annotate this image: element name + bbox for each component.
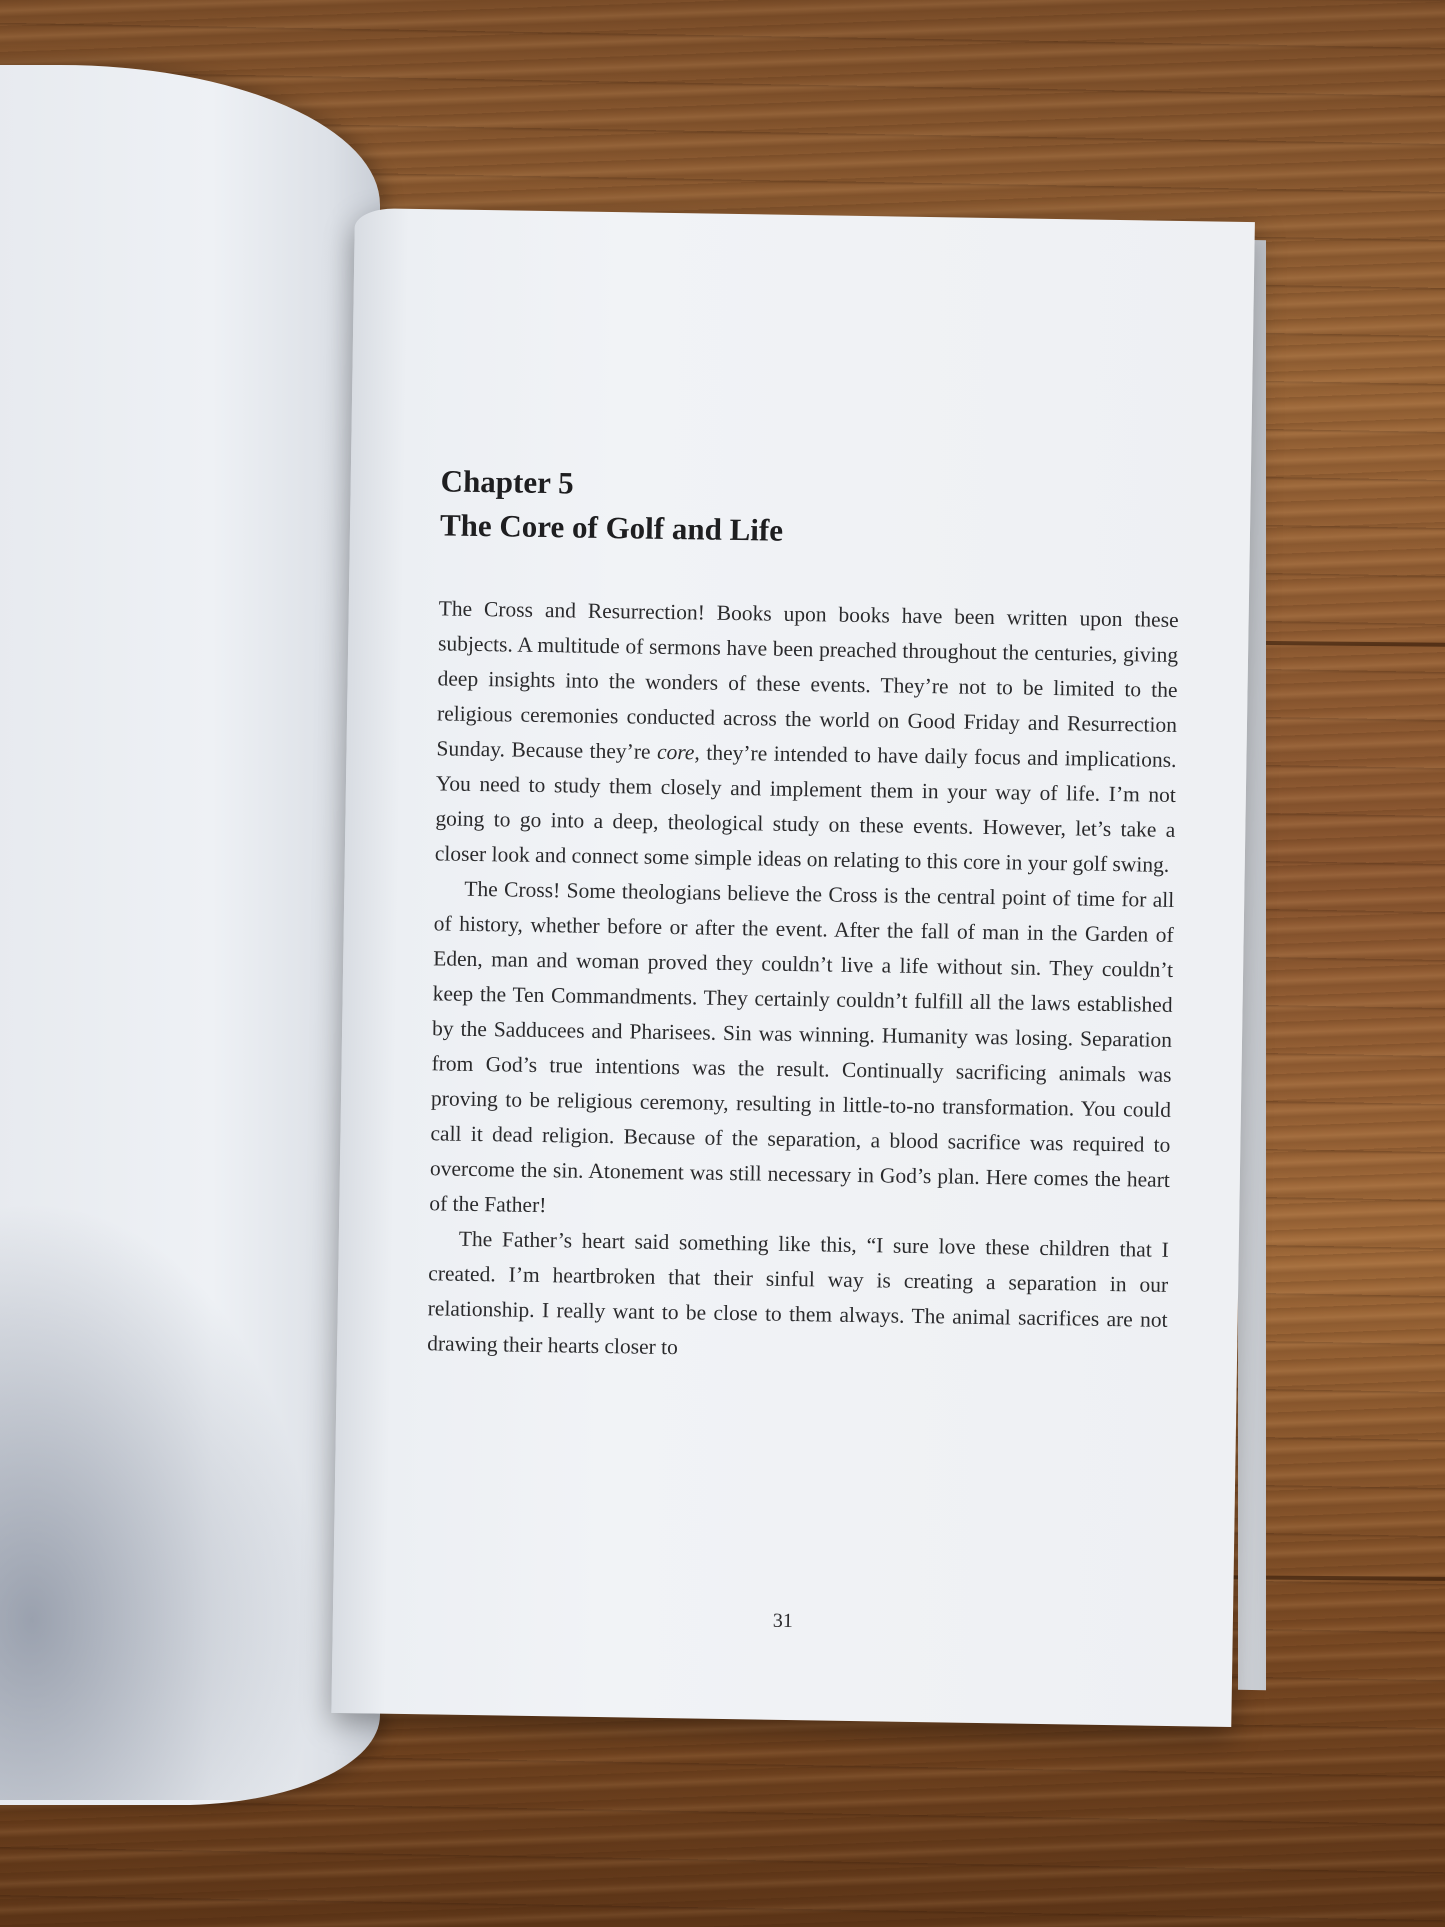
chapter-title: The Core of Golf and Life	[439, 507, 784, 548]
paragraph-3: The Father’s heart said something like this, “I sure love these children that I created. I’m heartbroken that their sinful way is creating a separation in our relationship. I really want to be close to them always. The animal sacrifices are not drawing their hearts closer to	[426, 1226, 1169, 1360]
hand-shadow	[0, 1200, 320, 1800]
emphasis-core: core	[656, 739, 695, 765]
chapter-number: Chapter 5	[440, 463, 574, 501]
paragraph-1	[435, 591, 1179, 883]
paragraph-1-text-rest: , they’re intended to have daily focus and implications. You need to study them closely and implement them in your way of life. I’m not going to go into a deep, theological study on these events. However, let’s take a closer look and connect some simple ideas on relating to this core in your golf swing.	[434, 740, 1177, 877]
page-text-block	[427, 459, 1181, 1373]
page-number: 31	[772, 1609, 794, 1633]
paragraph-1-text: The Cross and Resurrection! Books upon books have been written upon these subjects. A multitude of sermons have been preached throughout the centuries, giving deep insights into the wonders of these events. They’re not to be limited to the religious ceremonies conducted across the world on Good Friday and Resurrection Sunday. Because they’re	[436, 596, 1179, 764]
right-book-page	[331, 208, 1255, 1727]
paragraph-2: The Cross! Some theologians believe the Cross is the central point of time for all of history, whether before or after the event. After the fall of man in the Garden of Eden, man and woman proved they couldn’t live a life without sin. They couldn’t keep the Ten Commandments. They certainly couldn’t fulfill all the laws established by the Sadducees and Pharisees. Sin was winning. Humanity was losing. Separation from God’s true intentions was the result. Continually sacrificing animals was proving to be religious ceremony, resulting in little-to-no transformation. You could call it dead religion. Because of the separation, a blood sacrifice was required to overcome the sin. Atonement was still necessary in God’s plan. Here comes the heart of the Father!	[429, 876, 1175, 1218]
